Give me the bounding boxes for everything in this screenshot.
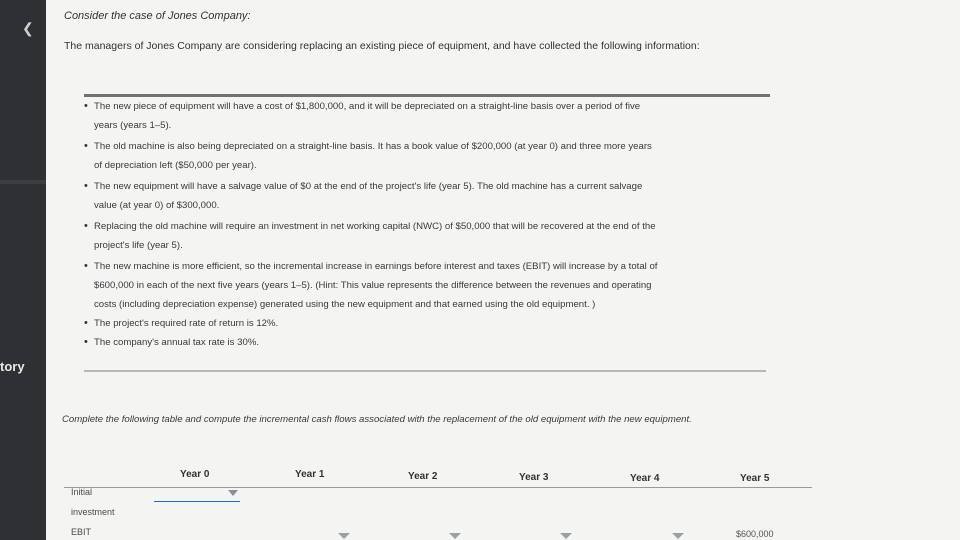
problem-content [46, 0, 960, 540]
initial-investment-year0-select[interactable] [154, 490, 240, 502]
row-label-ebit: EBIT [71, 527, 92, 537]
info-item: • The project's required rate of return is 12%. [82, 314, 772, 333]
info-bottom-rule [84, 370, 766, 372]
col-header-year0: Year 0 [180, 469, 210, 480]
col-header-year3: Year 3 [519, 472, 549, 483]
col-header-year4: Year 4 [630, 473, 660, 484]
chevron-down-icon[interactable] [672, 533, 684, 539]
info-item: • The new machine is more efficient, so the incremental increase in earnings before interest and taxes (EBIT) will increase by a total of $600,000 in each of the next five years (years 1–5). (Hint: This value represents the difference between the revenues and operating costs (including depreciation expense) generated using the new equipment and that earned using the old equipment. ) [82, 257, 772, 314]
info-item: • The company's annual tax rate is 30%. [82, 333, 772, 352]
sidebar-divider [0, 180, 46, 184]
chevron-down-icon [228, 490, 238, 496]
chevron-down-icon[interactable] [560, 533, 572, 539]
table-instructions: Complete the following table and compute the incremental cash flows associated with the replacement of the old equipment with the new equipment. [62, 414, 692, 425]
info-item: • The new equipment will have a salvage value of $0 at the end of the project's life (year 5). The old machine has a current salvage value (at year 0) of $300,000. [82, 177, 772, 215]
col-header-year2: Year 2 [408, 471, 438, 482]
problem-title: Consider the case of Jones Company: [64, 10, 251, 22]
chevron-down-icon[interactable] [449, 533, 461, 539]
col-header-year5: Year 5 [740, 473, 770, 484]
sidebar-history-label[interactable]: tory [0, 359, 25, 374]
chevron-down-icon[interactable] [338, 533, 350, 539]
info-list [82, 97, 772, 352]
left-sidebar [0, 0, 46, 540]
row-label-initial: Initial [71, 487, 93, 497]
chevron-left-icon[interactable]: ❮ [22, 20, 34, 36]
problem-lead: The managers of Jones Company are considering replacing an existing piece of equipment, and have collected the following information: [64, 40, 700, 52]
col-header-year1: Year 1 [295, 469, 325, 480]
info-item: • The new piece of equipment will have a cost of $1,800,000, and it will be depreciated on a straight-line basis over a period of five years (years 1–5). [82, 97, 772, 135]
info-item: • The old machine is also being depreciated on a straight-line basis. It has a book value of $200,000 (at year 0) and three more years of depreciation left ($50,000 per year). [82, 137, 772, 175]
row-label-investment: investment [71, 507, 115, 517]
info-item: • Replacing the old machine will require an investment in net working capital (NWC) of $50,000 that will be recovered at the end of the project's life (year 5). [82, 217, 772, 255]
table-header-rule [64, 487, 812, 488]
ebit-year5-value: $600,000 [736, 529, 774, 539]
